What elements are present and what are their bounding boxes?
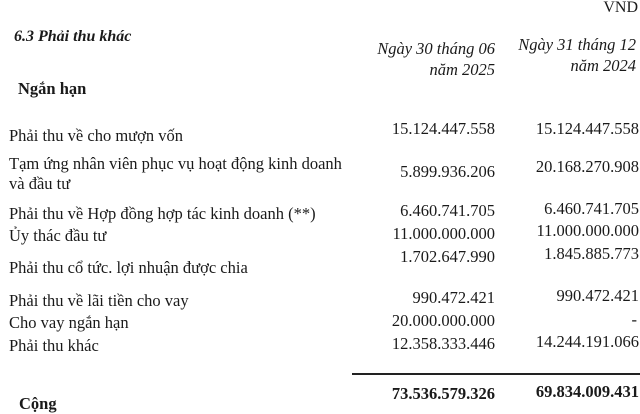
subheading-short-term: Ngắn hạn [18, 79, 87, 98]
row-value-2024: 20.168.270.908 [535, 157, 639, 176]
total-label: Cộng [19, 394, 57, 413]
currency-unit: VND [603, 0, 638, 16]
row-value-2025: 5.899.936.206 [400, 162, 495, 181]
row-value-2024: 990.472.421 [556, 286, 639, 305]
row-value-2025: 990.472.421 [412, 288, 495, 307]
column-header-2025 [377, 38, 495, 80]
total-separator-line [352, 373, 640, 375]
row-value-2024: 6.460.741.705 [544, 199, 639, 218]
column-header-2025-line2: năm 2025 [429, 60, 495, 79]
row-value-2025: 1.702.647.990 [400, 247, 495, 266]
row-value-2024: 15.124.447.558 [535, 119, 639, 138]
row-value-2025: 6.460.741.705 [400, 201, 495, 220]
column-header-2024-line1: Ngày 31 tháng 12 [518, 35, 636, 54]
row-value-2024: 14.244.191.066 [535, 332, 639, 351]
total-value-2025: 73.536.579.326 [391, 384, 495, 403]
row-label: Ủy thác đầu tư [9, 226, 107, 245]
row-label: Phải thu về lãi tiền cho vay [9, 291, 189, 310]
row-value-2024: - [631, 310, 637, 329]
total-value-2024: 69.834.009.431 [535, 382, 639, 401]
row-value-2025: 20.000.000.000 [391, 311, 495, 330]
row-value-2025: 11.000.000.000 [392, 224, 495, 243]
column-header-2025-line1: Ngày 30 tháng 06 [377, 39, 495, 58]
row-label: Phải thu về Hợp đồng hợp tác kinh doanh (**) [9, 204, 316, 223]
row-value-2024: 11.000.000.000 [536, 221, 639, 240]
column-header-2024 [518, 34, 636, 76]
row-label: Phải thu khác [9, 336, 99, 355]
row-label: Tạm ứng nhân viên phục vụ hoạt động kinh doanh và đầu tư [9, 154, 342, 193]
row-value-2024: 1.845.885.773 [544, 244, 639, 263]
row-label: Phải thu cổ tức. lợi nhuận được chia [9, 258, 248, 277]
section-title: 6.3 Phải thu khác [14, 28, 132, 45]
row-value-2025: 12.358.333.446 [391, 334, 495, 353]
row-value-2025: 15.124.447.558 [391, 119, 495, 138]
row-label: Phải thu về cho mượn vốn [9, 126, 183, 145]
column-header-2024-line2: năm 2024 [570, 56, 636, 75]
row-label: Cho vay ngắn hạn [9, 313, 129, 332]
